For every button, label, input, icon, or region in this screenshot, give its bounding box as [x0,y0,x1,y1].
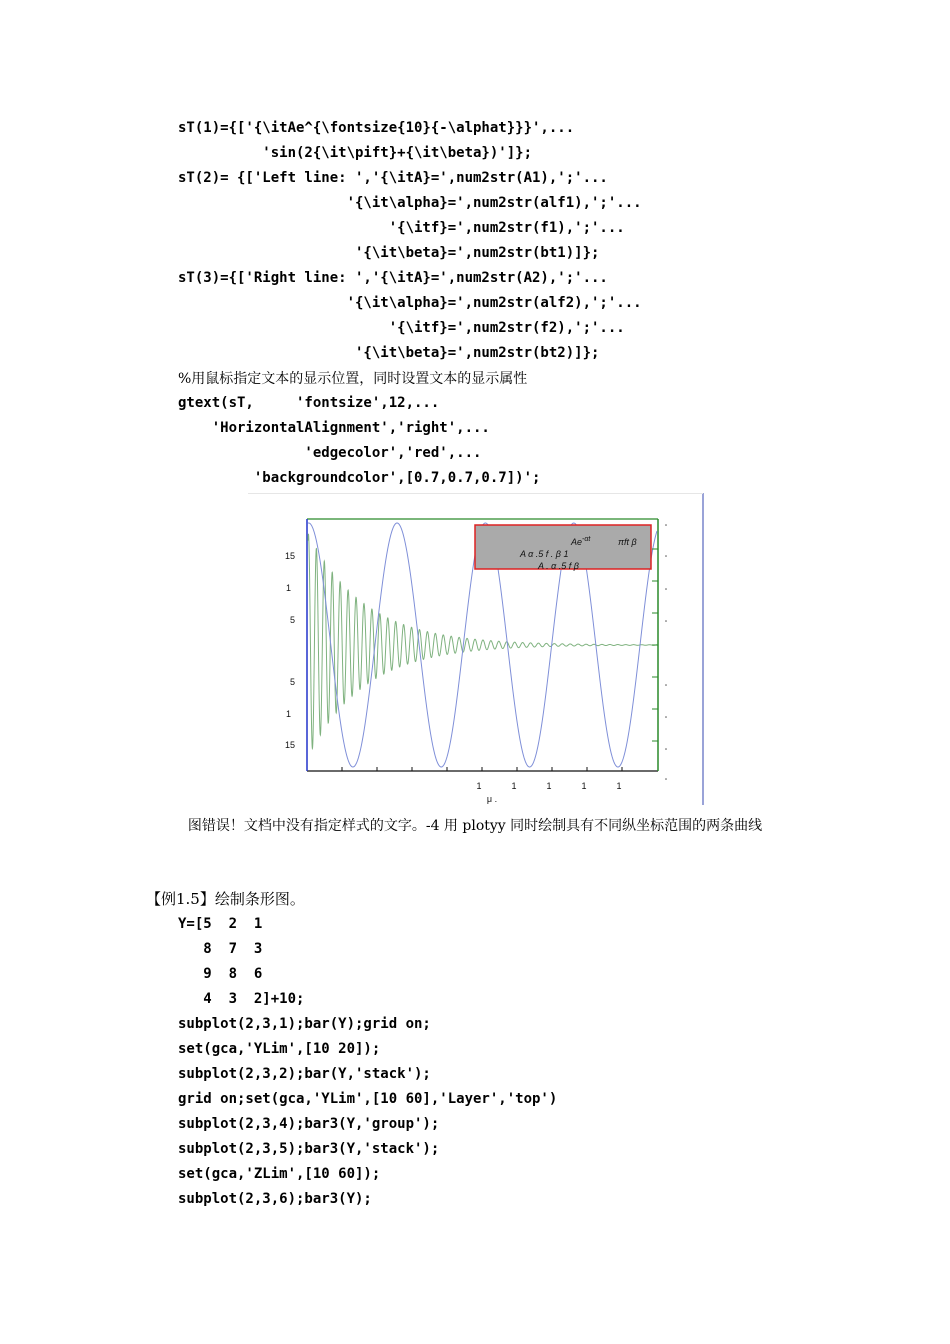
right-tick-dot [665,778,667,780]
right-tick-dot [665,716,667,718]
code-line: 'backgroundcolor',[0.7,0.7,0.7])'; [178,470,541,486]
figure-caption: 图错误！文档中没有指定样式的文字。-4 用 plotyy 同时绘制具有不同纵坐标范围的两条曲线 [187,818,763,834]
right-tick-dot [665,524,667,526]
right-tick-dot [665,620,667,622]
code-line: subplot(2,3,4);bar3(Y,'group'); [178,1116,440,1132]
right-tick-dot [665,588,667,590]
comment-line: %用鼠标指定文本的显示位置，同时设置文本的显示属性 [178,371,528,387]
right-tick-dot [665,748,667,750]
example-heading: 【例1.5】绘制条形图。 [146,890,305,908]
y-tick-label: 5 [289,677,295,687]
y-tick-label: 1 [285,709,291,719]
legend-line3: A . α .5 f β [538,561,579,571]
legend-line2: A α .5 f . β 1 [520,549,569,559]
plotyy-figure [248,493,708,805]
legend-line1: $Ae^{-\alpha t}$ [571,536,591,547]
x-tick-label: 1 [616,781,622,791]
legend-line1-right: πft β [618,537,637,547]
x-tick-label: 1 [476,781,482,791]
x-tick-label: 1 [581,781,587,791]
code-line: '{\it\alpha}=',num2str(alf1),';'... [178,195,642,211]
code-line: gtext(sT, 'fontsize',12,... [178,395,440,411]
code-line: '{\itf}=',num2str(f2),';'... [178,320,625,336]
code-line: set(gca,'ZLim',[10 60]); [178,1166,381,1182]
x-axis-label: μ . [486,794,498,804]
code-line: set(gca,'YLim',[10 20]); [178,1041,381,1057]
code-line: 9 8 6 [178,966,263,982]
x-tick-label: 1 [511,781,517,791]
code-line: sT(2)= {['Left line: ','{\itA}=',num2str(A1),';'... [178,170,608,186]
code-line: '{\it\beta}=',num2str(bt1)]}; [178,245,600,261]
code-line: 4 3 2]+10; [178,991,305,1007]
code-line: subplot(2,3,1);bar(Y);grid on; [178,1016,431,1032]
code-line: subplot(2,3,5);bar3(Y,'stack'); [178,1141,440,1157]
y-tick-label: 5 [289,615,295,625]
code-line: 'sin(2{\it\pift}+{\it\beta})']}; [178,145,533,161]
code-line: Y=[5 2 1 [178,916,263,932]
code-line: 'edgecolor','red',... [178,445,482,461]
right-tick-dot [665,684,667,686]
code-line: sT(1)={['{\itAe^{\fontsize{10}{-\alphat}}}',... [178,120,575,136]
code-line: 'HorizontalAlignment','right',... [178,420,490,436]
code-line: sT(3)={['Right line: ','{\itA}=',num2str(A2),';'... [178,270,608,286]
code-line: '{\it\beta}=',num2str(bt2)]}; [178,345,600,361]
code-line: subplot(2,3,6);bar3(Y); [178,1191,372,1207]
code-line: '{\itf}=',num2str(f1),';'... [178,220,625,236]
code-line: 8 7 3 [178,941,263,957]
x-tick-label: 1 [546,781,552,791]
code-line: grid on;set(gca,'YLim',[10 60],'Layer','top') [178,1091,558,1107]
right-tick-dot [665,555,667,557]
y-tick-label: 15 [284,740,295,750]
code-line: '{\it\alpha}=',num2str(alf2),';'... [178,295,642,311]
y-tick-label: 1 [285,583,291,593]
code-line: subplot(2,3,2);bar(Y,'stack'); [178,1066,431,1082]
y-tick-label: 15 [284,551,295,561]
